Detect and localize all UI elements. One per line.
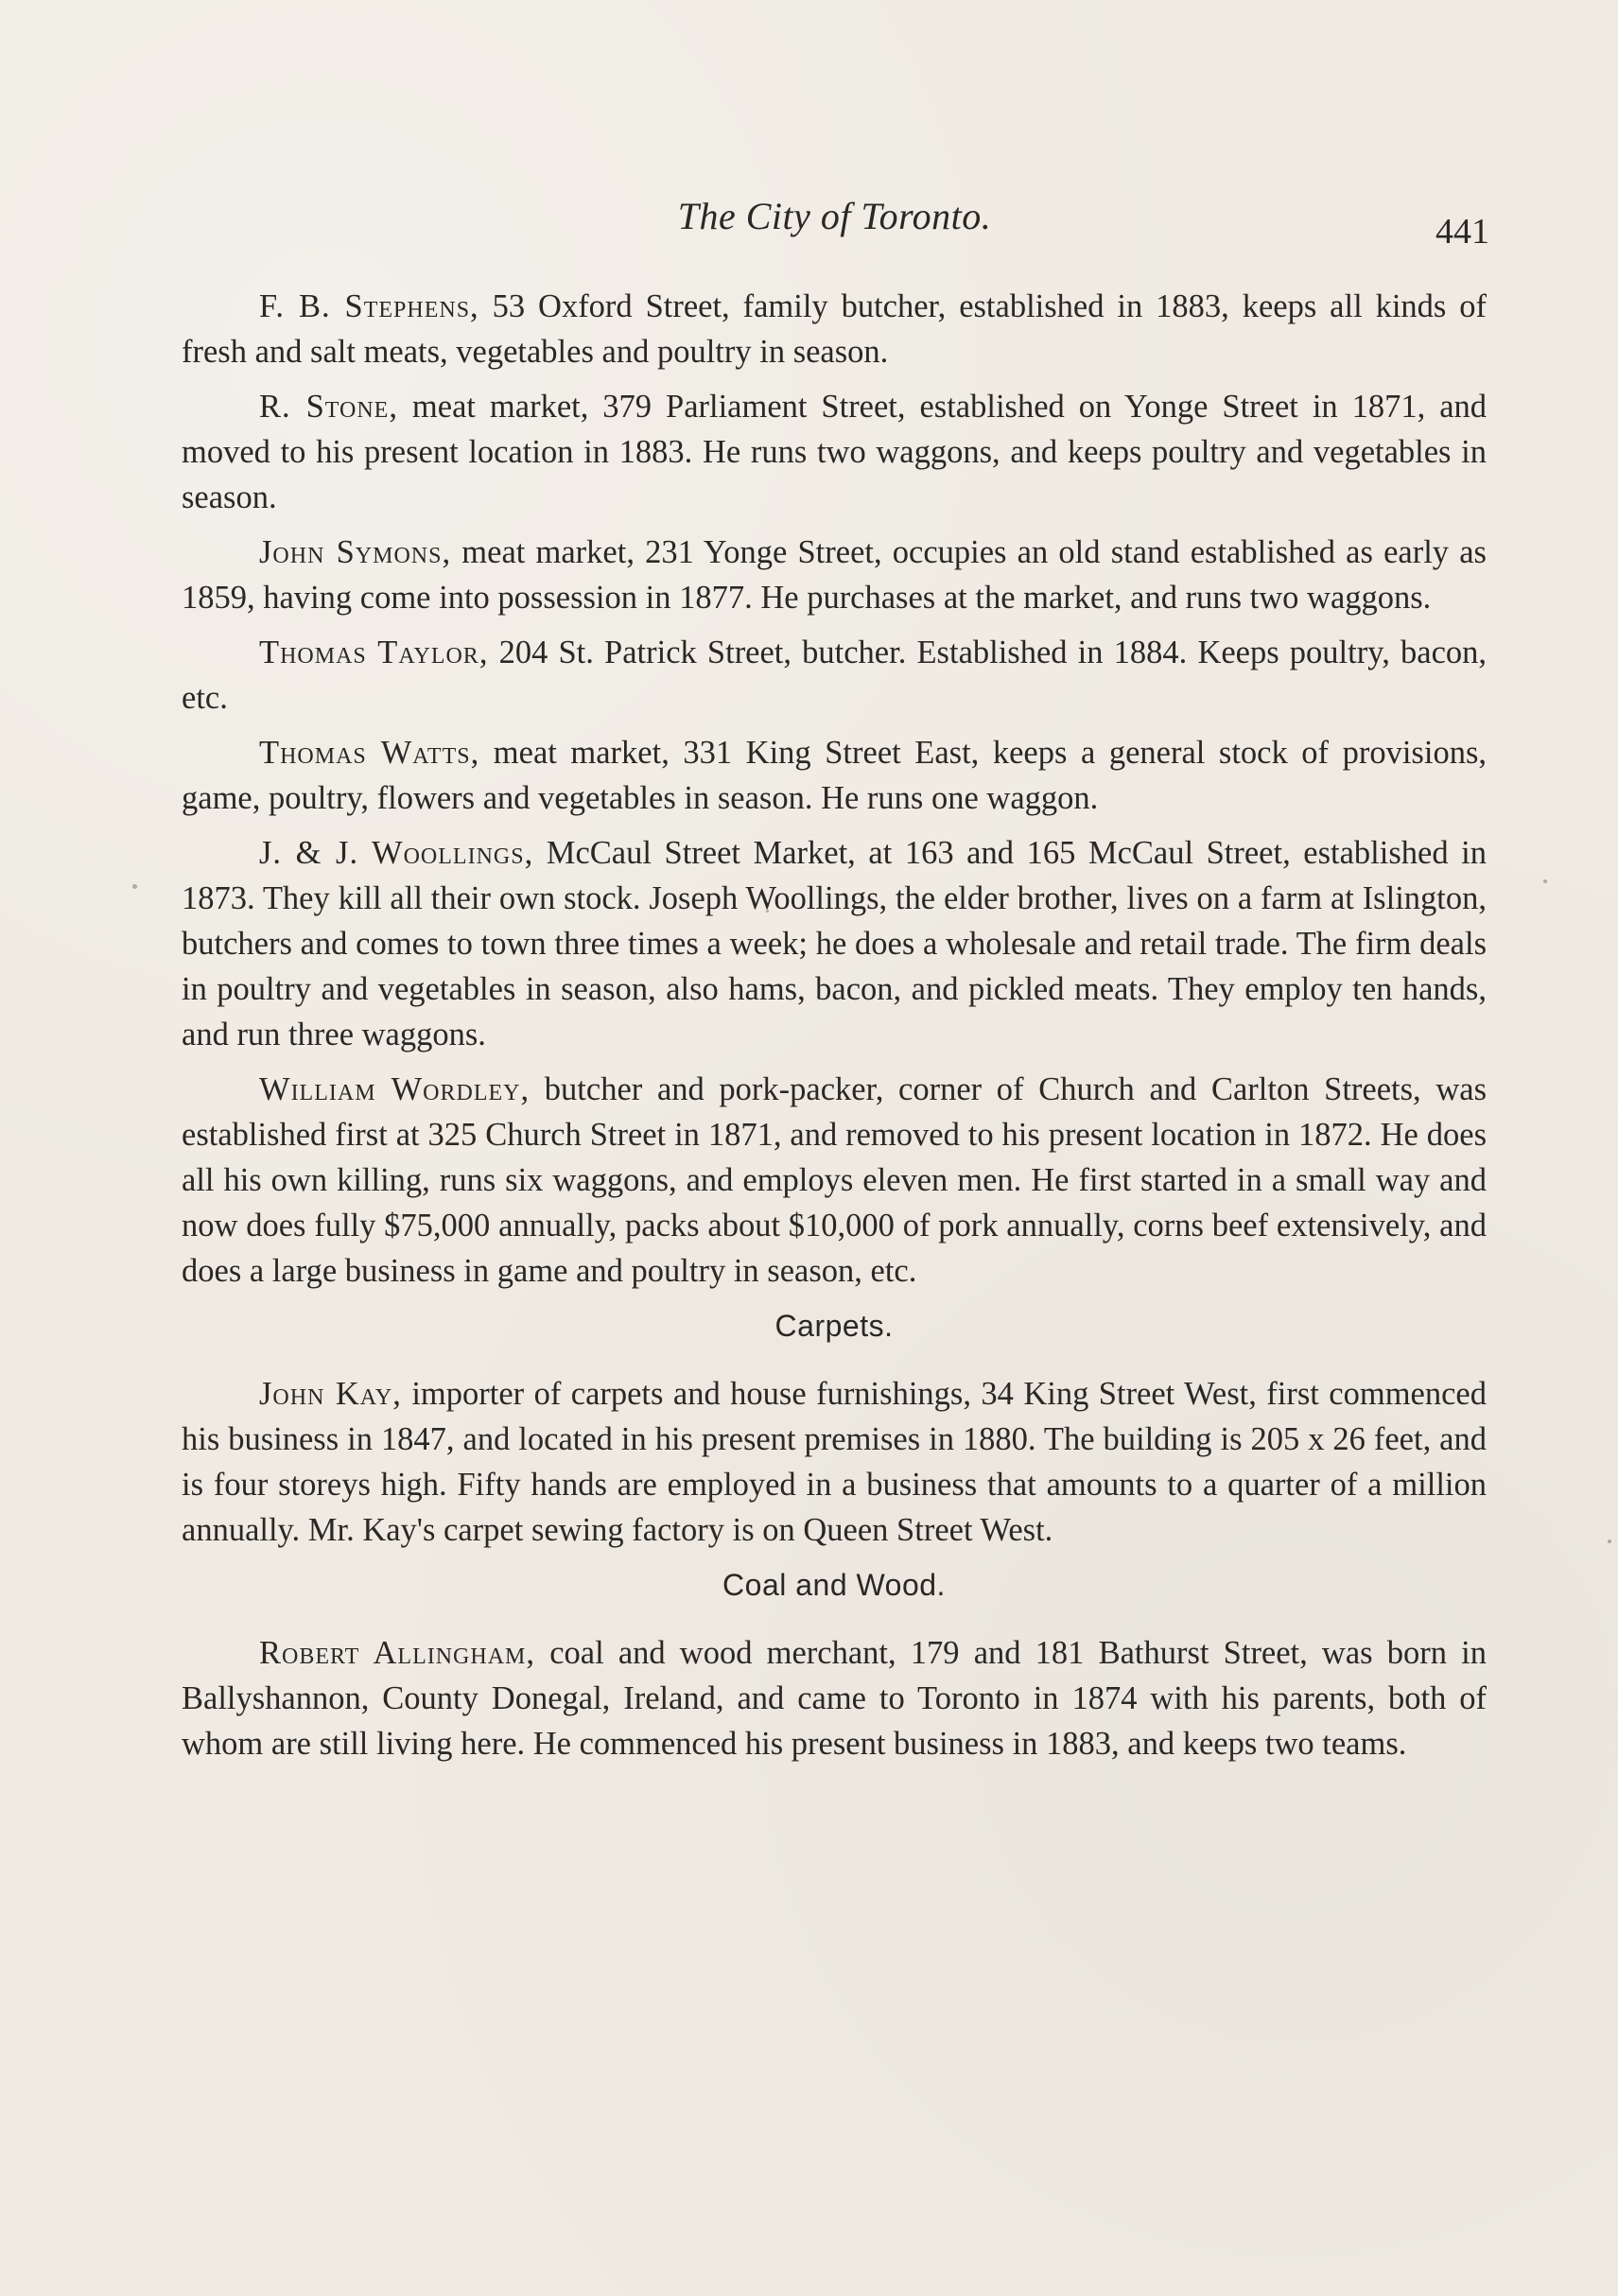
entry-symons <box>182 530 1487 620</box>
page-number: 441 <box>1435 212 1489 252</box>
paper-speck <box>1608 1539 1611 1543</box>
section-heading-coal-and-wood: Coal and Wood. <box>722 1568 946 1602</box>
entry-text: coal and wood merchant, 179 and 181 Bathurst Street, was born in Ballyshannon, County Donegal, Ireland, and came to Toronto in 1874 with his parents, both of whom are still living here. He commenced his present business in 1883, and keeps two teams. <box>182 1635 1487 1762</box>
entry-text: importer of carpets and house furnishings, 34 King Street West, first commenced his business in 1847, and located in his present premises in 1880. The building is 205 x 26 feet, and is four storeys high. Fifty hands are employed in a business that amounts to a quarter of a million annually. Mr. Kay's carpet sewing factory is on Queen Street West. <box>182 1376 1487 1548</box>
entry-text: 53 Oxford Street, family butcher, established in 1883, keeps all kinds of fresh and salt meats, vegetables and poultry in season. <box>182 288 1488 370</box>
entry-woollings <box>182 830 1487 1057</box>
entry-text: meat market, 379 Parliament Street, established on Yonge Street in 1871, and moved to his present location in 1883. He runs two waggons, and keeps poultry and vegetables in season. <box>182 389 1488 515</box>
entry-name: J. & J. Woollings, <box>259 835 534 871</box>
entry-name: F. B. Stephens, <box>259 288 479 324</box>
entry-name: R. Stone, <box>259 389 398 425</box>
entry-watts <box>182 730 1487 821</box>
entry-text: 204 St. Patrick Street, butcher. Established in 1884. Keeps poultry, bacon, etc. <box>182 635 1488 716</box>
paper-speck <box>766 910 769 913</box>
entry-stone <box>182 384 1487 520</box>
entry-kay <box>182 1371 1487 1553</box>
entry-name: William Wordley, <box>259 1071 531 1107</box>
entry-name: Thomas Taylor, <box>259 635 489 670</box>
entry-text: meat market, 331 King Street East, keeps a general stock of provisions, game, poultry, flowers and vegetables in season. He runs one waggon. <box>182 735 1487 816</box>
page-header <box>180 194 1489 251</box>
paper-speck <box>1543 879 1547 883</box>
entry-text: meat market, 231 Yonge Street, occupies an old stand established as early as 1859, having come into possession in 1877. He purchases at the market, and runs two waggons. <box>182 534 1487 616</box>
paper-speck <box>132 884 137 889</box>
section-heading-carpets: Carpets. <box>774 1309 894 1343</box>
running-title: The City of Toronto. <box>677 195 992 237</box>
entry-wordley <box>182 1067 1487 1294</box>
entry-name: Robert Allingham, <box>259 1635 536 1671</box>
entry-allingham <box>182 1630 1487 1766</box>
entry-taylor <box>182 630 1487 721</box>
entry-name: Thomas Watts, <box>259 735 480 771</box>
page-body <box>182 284 1487 1776</box>
entry-name: John Symons, <box>259 534 452 570</box>
entry-name: John Kay, <box>259 1376 402 1412</box>
entry-stephens <box>182 284 1487 374</box>
entry-text: McCaul Street Market, at 163 and 165 McCaul Street, established in 1873. They kill all their own stock. Joseph Woollings, the elder brother, lives on a farm at Islington, butchers and comes to town three times a week; he does a wholesale and retail trade. The firm deals in poultry and vegetables in season, also hams, bacon, and pickled meats. They employ ten hands, and run three waggons. <box>182 835 1487 1052</box>
entry-text: butcher and pork-packer, corner of Church and Carlton Streets, was established first at 325 Church Street in 1871, and removed to his present location in 1872. He does all his own killing, runs six waggons, and employs eleven men. He first started in a small way and now does fully $75,000 annually, packs about $10,000 of pork annually, corns beef extensively, and does a large business in game and poultry in season, etc. <box>182 1071 1487 1289</box>
